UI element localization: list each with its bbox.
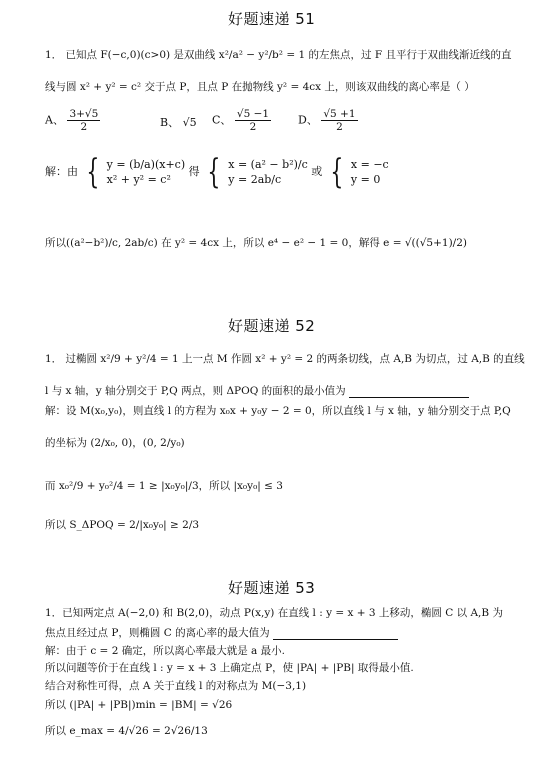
option-d-fraction: $\frac{√5 +1}{2}$ xyxy=(323,108,356,133)
solution-51-conclusion: 所以((a²−b²)/c, 2ab/c) 在 y² = 4cx 上，所以 e⁴ − e² − 1 = 0，解得 e = √((√5+1)/2) xyxy=(45,237,467,249)
question-53-line-1: 1．已知两定点 A(−2,0) 和 B(2,0)，动点 P(x,y) 在直线 l : y = x + 3 上移动，椭圆 C 以 A,B 为 xyxy=(45,607,503,619)
question-53-line-2 xyxy=(45,626,398,640)
solution-53-line-4: 所以 (|PA| + |PB|)min = |BM| = √26 xyxy=(45,699,233,711)
option-a xyxy=(45,108,100,133)
solution-52-line-1: 解：设 M(x₀,y₀)，则直线 l 的方程为 x₀x + y₀y − 2 = 0，所以直线 l 与 x 轴，y 轴分别交于点 P,Q xyxy=(45,405,511,417)
option-c-fraction: $\frac{√5 -1}{2}$ xyxy=(236,108,270,133)
section-title-53: 好题速递 53 xyxy=(228,579,316,597)
solution-53-line-2: 所以问题等价于在直线 l : y = x + 3 上确定点 P，使 |PA| + |PB| 取得最小值. xyxy=(45,662,414,674)
question-51-line-2: 线与圆 x² + y² = c² 交于点 P，且点 P 在抛物线 y² = 4cx 上，则该双曲线的离心率是（ ） xyxy=(45,81,475,93)
answer-blank xyxy=(349,386,469,398)
question-text: l 与 x 轴，y 轴分别交于 P,Q 两点，则 ΔPOQ 的面积的最小值为 xyxy=(45,385,346,397)
solution-prefix: 解：由 xyxy=(45,165,78,178)
option-a-label: A、 xyxy=(45,113,64,127)
solution-or: 或 xyxy=(311,165,323,178)
solution-get: 得 xyxy=(188,165,200,178)
question-text: 焦点且经过点 P，则椭圆 C 的离心率的最大值为 xyxy=(45,627,270,639)
answer-blank xyxy=(273,628,398,640)
solution-53-line-5: 所以 e_max = 4/√26 = 2√26/13 xyxy=(45,725,208,737)
system-equations-2: x = (a² − b²)/c y = 2ab/c xyxy=(228,158,308,186)
solution-53-line-1: 解：由于 c = 2 确定，所以离心率最大就是 a 最小. xyxy=(45,645,285,657)
section-title-51: 好题速递 51 xyxy=(228,10,316,28)
solution-52-line-3: 而 x₀²/9 + y₀²/4 = 1 ≥ |x₀y₀|/3，所以 |x₀y₀| ≤ 3 xyxy=(45,480,283,492)
solution-51-systems: 解：由 { y = (b/a)(x+c) x² + y² = c² 得 { x = (a² − b²)/c y = 2ab/c 或 { x = −c y = 0 xyxy=(45,152,389,192)
system-equations-1: y = (b/a)(x+c) x² + y² = c² xyxy=(106,158,186,186)
option-d xyxy=(298,108,358,133)
question-number: 1． xyxy=(45,353,63,365)
option-c xyxy=(212,108,271,133)
option-c-label: C、 xyxy=(212,113,232,127)
option-b-value: √5 xyxy=(182,116,197,129)
question-text: 已知点 F(−c,0)(c>0) 是双曲线 x²/a² − y²/b² = 1 的左焦点，过 F 且平行于双曲线渐近线的直 xyxy=(65,49,512,61)
question-number: 1． xyxy=(45,49,63,61)
question-52-line-2 xyxy=(45,384,469,398)
solution-53-line-3: 结合对称性可得，点 A 关于直线 l 的对称点为 M(−3,1) xyxy=(45,680,307,692)
system-equations-3: x = −c y = 0 xyxy=(350,158,389,186)
section-title-52: 好题速递 52 xyxy=(228,317,316,335)
option-d-label: D、 xyxy=(298,113,318,127)
option-a-fraction: $\frac{3+√5}{2}$ xyxy=(69,108,99,133)
question-text: 过椭圆 x²/9 + y²/4 = 1 上一点 M 作圆 x² + y² = 2 的两条切线，点 A,B 为切点，过 A,B 的直线 xyxy=(65,353,525,365)
question-52-line-1 xyxy=(45,352,525,366)
question-51-line-1 xyxy=(45,48,511,62)
solution-52-line-2: 的坐标为 (2/x₀, 0)，(0, 2/y₀) xyxy=(45,437,185,449)
solution-52-line-4: 所以 S_ΔPOQ = 2/|x₀y₀| ≥ 2/3 xyxy=(45,519,200,531)
option-b-label: B、 xyxy=(160,116,180,129)
option-b xyxy=(160,116,197,130)
